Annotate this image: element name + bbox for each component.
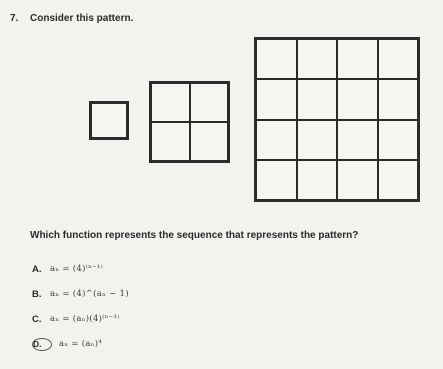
choice-formula: aₙ = (4)⁽ⁿ⁻¹⁾: [50, 264, 103, 274]
grid-cell: [151, 122, 190, 161]
choice-d[interactable]: [32, 336, 102, 352]
grid-cell: [190, 83, 229, 122]
choice-formula: aₙ = (4)^(aₙ − 1): [50, 289, 129, 299]
grid-cell: [378, 120, 419, 160]
grid-cell: [378, 160, 419, 200]
grid-cell: [256, 120, 297, 160]
question-number: 7.: [10, 13, 19, 24]
choice-letter: C.: [32, 313, 42, 325]
question-text: Which function represents the sequence that represents the pattern?: [30, 230, 359, 241]
question-prompt: Consider this pattern.: [30, 13, 134, 24]
grid-cell: [151, 83, 190, 122]
pattern-figure-1: [89, 101, 129, 140]
choice-letter: A.: [32, 263, 42, 275]
choice-letter: B.: [32, 288, 42, 300]
grid-cell: [378, 39, 419, 79]
grid-cell: [190, 122, 229, 161]
grid-cell: [297, 120, 338, 160]
grid-cell: [297, 39, 338, 79]
grid-cell: [337, 160, 378, 200]
grid-cell: [297, 160, 338, 200]
pattern-figure-2: [149, 81, 230, 163]
grid-cell: [337, 120, 378, 160]
grid-cell: [337, 39, 378, 79]
grid-cell: [91, 103, 127, 138]
grid-cell: [297, 79, 338, 119]
grid-cell: [378, 79, 419, 119]
choice-a[interactable]: [32, 261, 103, 277]
grid-cell: [337, 79, 378, 119]
choice-b[interactable]: [32, 286, 129, 302]
choice-formula: aₙ = (aₙ)(4)⁽ⁿ⁻¹⁾: [50, 314, 120, 324]
grid-cell: [256, 79, 297, 119]
grid-cell: [256, 39, 297, 79]
choice-letter: D.: [32, 338, 52, 351]
pattern-figure-3: [254, 37, 420, 202]
choice-formula: aₙ = (aₙ)⁴: [59, 339, 103, 349]
grid-cell: [256, 160, 297, 200]
choice-c[interactable]: [32, 311, 120, 327]
